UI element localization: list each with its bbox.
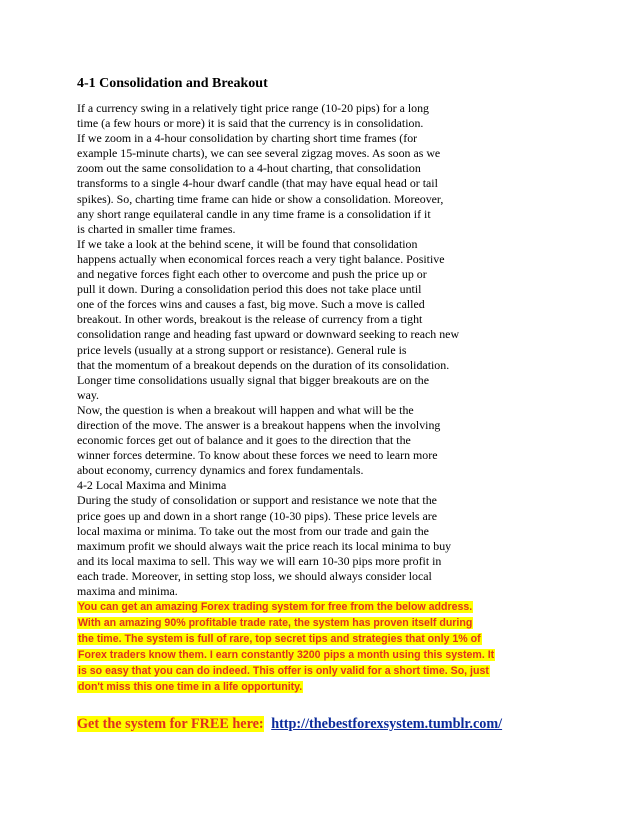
promo-line [77, 599, 567, 615]
body-line: and its local maxima to sell. This way we will earn 10-30 pips more profit in [77, 553, 442, 568]
body-line: each trade. Moreover, in setting stop loss, we should always consider local [77, 568, 432, 583]
promo-line-text: the time. The system is full of rare, top secret tips and strategies that only 1% of [78, 633, 481, 645]
body-line: maxima and minima. [77, 584, 178, 598]
body-line: transforms to a single 4-hour dwarf candle (that may have equal head or tail [77, 176, 438, 191]
body-line: that the momentum of a breakout depends on the duration of its consolidation. [77, 357, 450, 372]
body-line: breakout. In other words, breakout is the release of currency from a tight [77, 312, 423, 327]
promo-line-text: don't miss this one time in a life opportunity. [78, 681, 303, 693]
section-heading: 4-1 Consolidation and Breakout [77, 76, 268, 91]
body-line: happens actually when economical forces reach a very tight balance. Positive [77, 251, 445, 266]
body-text [77, 101, 557, 599]
body-line: way. [77, 387, 100, 402]
promo-line [77, 647, 567, 663]
promo-line-text: Forex traders know them. I earn constantly 3200 pips a month using this system. It [78, 649, 495, 661]
body-line: If a currency swing in a relatively tight price range (10-20 pips) for a long [77, 101, 429, 115]
body-line: 4-2 Local Maxima and Minima [77, 478, 227, 493]
promo-block [77, 599, 567, 695]
body-line: price levels (usually at a strong support or resistance). General rule is [77, 342, 407, 357]
promo-line [77, 615, 567, 631]
body-line: maximum profit we should always wait the price reach its local minima to buy [77, 538, 452, 553]
body-line: consolidation range and heading fast upward or downward seeking to reach new [77, 327, 460, 342]
body-line: example 15-minute charts), we can see several zigzag moves. As soon as we [77, 146, 441, 161]
body-line: is charted in smaller time frames. [77, 221, 236, 236]
promo-line [77, 663, 567, 679]
body-line: spikes). So, charting time frame can hide or show a consolidation. Moreover, [77, 191, 444, 206]
cta-link[interactable]: http://thebestforexsystem.tumblr.com/ [271, 716, 503, 732]
body-line: price goes up and down in a short range (10-30 pips). These price levels are [77, 508, 438, 523]
body-line: any short range equilateral candle in any time frame is a consolidation if it [77, 206, 431, 221]
body-line: winner forces determine. To know about these forces we need to learn more [77, 448, 438, 463]
body-line: During the study of consolidation or support and resistance we note that the [77, 493, 437, 508]
body-line: direction of the move. The answer is a breakout happens when the involving [77, 417, 441, 432]
cta-line [77, 716, 502, 733]
body-line: If we zoom in a 4-hour consolidation by charting short time frames (for [77, 131, 418, 146]
body-line: economic forces get out of balance and it goes to the direction that the [77, 433, 411, 448]
promo-line-text: With an amazing 90% profitable trade rate, the system has proven itself during [78, 617, 473, 629]
cta-lead-text: Get the system for FREE here: [77, 716, 264, 732]
promo-line [77, 679, 567, 695]
body-line: pull it down. During a consolidation period this does not take place until [77, 282, 422, 297]
body-line: and negative forces fight each other to overcome and push the price up or [77, 267, 427, 282]
promo-line-text: is so easy that you can do indeed. This offer is only valid for a short time. So, just [78, 665, 489, 677]
body-line: Now, the question is when a breakout will happen and what will be the [77, 402, 414, 417]
body-line: zoom out the same consolidation to a 4-hout charting, that consolidation [77, 161, 421, 176]
body-line: If we take a look at the behind scene, it will be found that consolidation [77, 236, 418, 251]
body-line: time (a few hours or more) it is said that the currency is in consolidation. [77, 116, 424, 131]
body-line: Longer time consolidations usually signal that bigger breakouts are on the [77, 372, 430, 387]
body-line: one of the forces wins and causes a fast, big move. Such a move is called [77, 297, 425, 312]
promo-line [77, 631, 567, 647]
body-line: about economy, currency dynamics and forex fundamentals. [77, 463, 364, 478]
promo-line-text: You can get an amazing Forex trading system for free from the below address. [78, 601, 473, 613]
body-line: local maxima or minima. To take out the most from our trade and gain the [77, 523, 429, 538]
